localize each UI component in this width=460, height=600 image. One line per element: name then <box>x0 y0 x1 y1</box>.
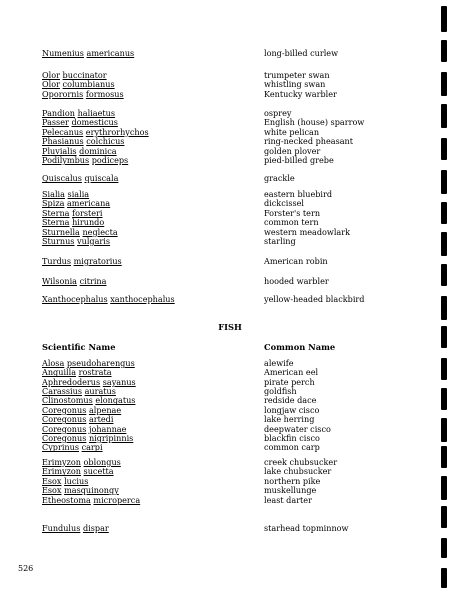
common-name: whistling swan <box>264 79 326 90</box>
species-group <box>0 524 460 533</box>
common-name: least darter <box>264 494 312 505</box>
scientific-name: Wilsonia citrina <box>42 276 107 286</box>
common-name: goldfish <box>264 386 297 396</box>
margin-mark <box>441 138 447 160</box>
common-name: northern pike <box>264 475 321 486</box>
scientific-name: Alosa pseudoharengus <box>42 358 135 368</box>
scientific-name: Fundulus dispar <box>42 523 109 533</box>
common-name: lake herring <box>264 414 315 425</box>
page-number: 526 <box>18 564 34 573</box>
margin-mark <box>441 232 447 256</box>
scientific-name: Cyprinus carpi <box>42 442 103 453</box>
species-row <box>0 257 460 266</box>
common-name: deepwater cisco <box>264 423 331 434</box>
scientific-name: Sturnella neglecta <box>42 226 118 237</box>
species-row <box>0 295 460 304</box>
species-row <box>0 237 460 246</box>
scientific-name: Olor buccinator <box>42 70 107 80</box>
margin-mark <box>441 72 447 96</box>
scientific-name: Carassius auratus <box>42 386 116 396</box>
scientific-name: Quiscalus quiscala <box>42 173 119 183</box>
species-row <box>0 524 460 533</box>
scientific-name: Sterna forsteri <box>42 207 103 218</box>
common-name: dickcissel <box>264 198 305 209</box>
common-name: American robin <box>264 256 328 266</box>
common-name: pied-billed grebe <box>264 154 334 165</box>
scientific-name: Phasianus colchicus <box>42 136 125 147</box>
common-name: muskellunge <box>264 485 317 496</box>
scientific-name: Clinostomus elongatus <box>42 395 136 406</box>
scientific-name-header: Scientific Name <box>42 342 116 352</box>
margin-mark <box>441 40 447 62</box>
scientific-name: Coregonus johannae <box>42 423 127 434</box>
scientific-name: Esox masquinongy <box>42 485 119 496</box>
common-name: longjaw cisco <box>264 404 320 415</box>
scientific-name: Erimyzon sucetta <box>42 466 114 477</box>
common-name: redside dace <box>264 395 317 406</box>
common-name: American eel <box>264 367 319 378</box>
species-group <box>0 277 460 286</box>
scientific-name: Oporornis formosus <box>42 88 124 99</box>
species-group <box>0 190 460 246</box>
species-row <box>0 277 460 286</box>
common-name: eastern bluebird <box>264 189 333 199</box>
common-name: starhead topminnow <box>264 523 349 533</box>
species-row <box>0 496 460 505</box>
margin-mark <box>441 388 447 410</box>
margin-mark <box>441 296 447 320</box>
common-name: golden plover <box>264 145 321 156</box>
common-name: starling <box>264 235 296 246</box>
species-group <box>0 359 460 387</box>
common-name: grackle <box>264 173 295 183</box>
fish-section-heading: FISH <box>218 322 242 332</box>
common-name: creek chubsucker <box>264 457 338 467</box>
common-name: pirate perch <box>264 376 315 387</box>
scientific-name: Sialia sialia <box>42 189 90 199</box>
common-name: white pelican <box>264 126 320 137</box>
species-group <box>0 49 460 58</box>
common-name: alewife <box>264 358 294 368</box>
scientific-name: Aphredoderus sayanus <box>42 376 136 387</box>
margin-mark <box>441 446 447 468</box>
scientific-name: Pelecanus erythrorhychos <box>42 126 149 137</box>
species-group <box>0 109 460 165</box>
species-row <box>0 156 460 165</box>
scientific-name: Sterna hirundo <box>42 217 105 228</box>
scientific-name: Passer domesticus <box>42 117 118 128</box>
scientific-name: Podilymbus podiceps <box>42 154 129 165</box>
scientific-name: Spiza americana <box>42 198 111 209</box>
species-group <box>0 387 460 453</box>
common-name: blackfin cisco <box>264 432 320 443</box>
margin-mark <box>441 568 447 588</box>
common-name: western meadowlark <box>264 226 351 237</box>
scientific-name: Erimyzon oblongus <box>42 457 121 467</box>
margin-mark <box>441 506 447 528</box>
scientific-name: Esox lucius <box>42 475 89 486</box>
species-group <box>0 458 460 505</box>
common-name: Kentucky warbler <box>264 88 337 99</box>
margin-mark <box>441 358 447 380</box>
species-row <box>0 90 460 99</box>
species-group <box>0 174 460 183</box>
common-name: lake chubsucker <box>264 466 332 477</box>
margin-mark <box>441 264 447 286</box>
scientific-name: Pandion haliaetus <box>42 108 116 118</box>
common-name: English (house) sparrow <box>264 117 365 128</box>
scientific-name: Etheostoma microperca <box>42 494 141 505</box>
species-row <box>0 174 460 183</box>
scientific-name: Anguilla rostrata <box>42 367 112 378</box>
scientific-name: Coregonus artedi <box>42 414 114 425</box>
common-name: ring-necked pheasant <box>264 136 354 147</box>
common-name: common tern <box>264 217 319 228</box>
scientific-name: Coregonus alpenae <box>42 404 122 415</box>
scientific-name: Numenius americanus <box>42 48 135 58</box>
margin-mark <box>441 418 447 442</box>
species-group <box>0 257 460 266</box>
species-row <box>0 49 460 58</box>
species-row <box>0 443 460 452</box>
scientific-name: Sturnus vulgaris <box>42 235 111 246</box>
margin-mark <box>441 170 447 194</box>
scientific-name: Turdus migratorius <box>42 256 122 266</box>
margin-mark <box>441 326 447 348</box>
common-name: Forster's tern <box>264 207 321 218</box>
scientific-name: Olor columbianus <box>42 79 115 90</box>
margin-mark <box>441 104 447 128</box>
species-group <box>0 71 460 99</box>
common-name: osprey <box>264 108 292 118</box>
margin-mark <box>441 6 447 32</box>
margin-mark <box>441 538 447 558</box>
margin-mark <box>441 476 447 500</box>
common-name: trumpeter swan <box>264 70 330 80</box>
scientific-name: Coregonus nigripinnis <box>42 432 134 443</box>
margin-mark <box>441 202 447 224</box>
common-name-header: Common Name <box>264 342 336 352</box>
common-name: hooded warbler <box>264 276 329 286</box>
common-name: long-billed curlew <box>264 48 339 58</box>
species-group <box>0 295 460 304</box>
scientific-name: Xanthocephalus xanthocephalus <box>42 294 175 304</box>
common-name: common carp <box>264 442 320 453</box>
common-name: yellow-headed blackbird <box>264 294 365 304</box>
scientific-name: Pluvialis dominica <box>42 145 117 156</box>
